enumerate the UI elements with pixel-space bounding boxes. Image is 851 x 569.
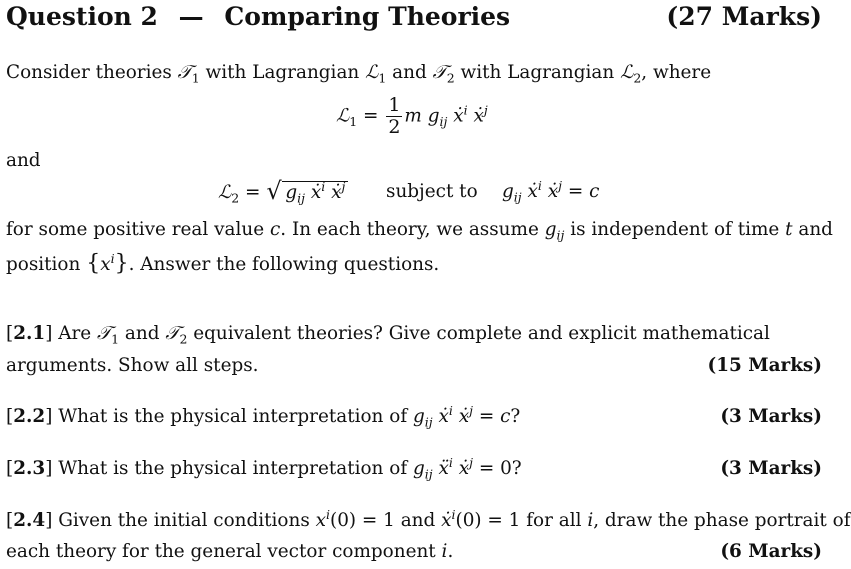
velocity-symbol: ẋ — [473, 105, 484, 127]
part-label: 2.4 — [13, 510, 46, 531]
initial-condition: (0) = 1 — [330, 510, 395, 531]
superscript: j — [558, 177, 563, 193]
part-text: and — [394, 510, 442, 531]
theory-symbol: 𝒯 — [177, 62, 192, 83]
superscript: j — [483, 102, 488, 118]
velocity-symbol: ẋ — [458, 458, 470, 479]
assumption-text: . In each theory, we assume — [280, 219, 545, 240]
part-2-2-marks: (3 Marks) — [720, 406, 822, 427]
acceleration-symbol: ẍ — [438, 458, 449, 479]
square-root — [266, 177, 348, 206]
subscript: ij — [424, 414, 433, 430]
left-brace: { — [86, 251, 101, 276]
theory-symbol: 𝒯 — [432, 62, 447, 83]
part-text: equivalent theories? Give complete and explicit mathematical — [187, 323, 770, 344]
fraction-denominator: 2 — [388, 116, 401, 138]
part-2-2: [2.2] What is the physical interpretation of $g_{ij}$ ẋ$^i$ ẋ$^j$ = c? — [6, 402, 521, 430]
question-total-marks: (27 Marks) — [666, 2, 822, 31]
position-symbol: x — [100, 254, 111, 275]
part-2-1-line-2: arguments. Show all steps. — [6, 355, 259, 376]
superscript: i — [463, 102, 468, 118]
title-dash: — — [178, 2, 204, 31]
part-text: , draw the phase portrait of — [593, 510, 851, 531]
theory-symbol: 𝒯 — [165, 323, 180, 344]
lagrangian-symbol: ℒ — [336, 105, 350, 127]
part-text: What is the physical interpretation of — [52, 406, 413, 427]
equation-lagrangian-1 — [336, 96, 488, 137]
subscript: ij — [297, 190, 305, 206]
part-2-3-marks: (3 Marks) — [720, 458, 822, 479]
subject-to-text: subject to — [386, 181, 478, 202]
subscript: 1 — [111, 331, 120, 347]
part-label: 2.3 — [13, 458, 46, 479]
fraction-numerator: 1 — [388, 94, 401, 116]
mass-metric: m g — [404, 105, 440, 127]
part-text: each theory for the general vector component — [6, 541, 442, 562]
question-title: Comparing Theories — [224, 2, 511, 31]
superscript: i — [451, 506, 456, 522]
part-text: and — [119, 323, 166, 344]
superscript: i — [326, 506, 331, 522]
assumption-text: for some positive real value — [6, 219, 270, 240]
velocity-symbol: ẋ — [458, 406, 470, 427]
superscript: i — [537, 177, 542, 193]
velocity-symbol: ẋ — [331, 182, 342, 203]
superscript: i — [321, 178, 326, 194]
intro-text: Consider theories — [6, 62, 178, 83]
subscript: 1 — [349, 114, 358, 130]
part-text: ? — [511, 458, 522, 479]
part-text: What is the physical interpretation of — [52, 458, 413, 479]
subscript: 2 — [446, 70, 455, 86]
part-label: 2.1 — [13, 323, 46, 344]
subscript: ij — [424, 466, 433, 482]
equals-c: = c — [472, 406, 511, 427]
part-2-1-marks: (15 Marks) — [707, 355, 822, 376]
metric-symbol: g — [544, 219, 557, 240]
radicand — [282, 178, 348, 206]
part-label: 2.2 — [13, 406, 46, 427]
part-text: Are — [52, 323, 98, 344]
part-2-4-line-2 — [6, 541, 453, 562]
subscript: ij — [556, 227, 565, 243]
assumption-text: . Answer the following questions. — [128, 254, 440, 275]
superscript: i — [110, 250, 115, 266]
assumption-text: and — [792, 219, 833, 240]
superscript: i — [448, 402, 453, 418]
equals-sign: = — [239, 182, 267, 203]
intro-text: , where — [641, 62, 712, 83]
position-symbol: x — [315, 510, 327, 531]
radical-sign: √ — [266, 177, 282, 205]
part-2-1-line-1: [2.1] Are 𝒯$_1$ and 𝒯$_2$ equivalent theories? Give complete and explicit mathematical — [6, 323, 770, 347]
equals-zero: = 0 — [472, 458, 512, 479]
time-symbol: t — [785, 219, 793, 240]
part-text: Given the initial conditions — [52, 510, 316, 531]
part-text: for all — [520, 510, 588, 531]
question-number: Question 2 — [6, 2, 158, 31]
assumption-text: is independent of time — [564, 219, 786, 240]
velocity-symbol: ẋ — [527, 181, 538, 202]
part-2-4-marks: (6 Marks) — [720, 541, 822, 562]
part-2-4-line-1: [2.4] Given the initial conditions $x^i(0) = 1$ and ẋ$^i$(0) = 1 for all i, draw the phase portrait of — [6, 506, 851, 531]
constraint-equation — [502, 177, 600, 205]
index-symbol: i — [441, 541, 448, 562]
question-heading — [6, 2, 510, 31]
superscript: j — [341, 178, 346, 194]
lagrangian-symbol: ℒ — [218, 182, 232, 203]
equation-lagrangian-2 — [218, 177, 348, 206]
superscript: i — [448, 454, 453, 470]
subscript: ij — [513, 189, 522, 205]
metric-symbol: g — [412, 458, 425, 479]
superscript: j — [469, 402, 473, 418]
assumption-line-2 — [6, 251, 439, 276]
velocity-symbol: ẋ — [310, 182, 322, 203]
part-text: ? — [510, 406, 521, 427]
metric-symbol: g — [502, 181, 514, 202]
velocity-symbol: ẋ — [547, 181, 559, 202]
velocity-symbol: ẋ — [441, 510, 452, 531]
intro-text: with Lagrangian — [199, 62, 366, 83]
theory-symbol: 𝒯 — [97, 323, 112, 344]
subscript: ij — [439, 114, 448, 130]
subscript: 2 — [633, 70, 642, 86]
part-2-3: [2.3] What is the physical interpretation of $g_{ij}$ ẍ$^i$ ẋ$^j$ = 0? — [6, 454, 522, 482]
equals-c: = c — [562, 181, 600, 202]
and-text: and — [6, 150, 41, 171]
velocity-symbol: ẋ — [453, 105, 464, 127]
lagrangian-symbol: ℒ — [620, 62, 634, 83]
assumption-line-1 — [6, 219, 833, 243]
initial-condition: (0) = 1 — [455, 510, 521, 531]
metric-symbol: g — [412, 406, 425, 427]
fraction-one-half — [386, 96, 402, 137]
equals-sign: = — [357, 105, 385, 127]
part-text: . — [447, 541, 454, 562]
intro-text: and — [386, 62, 433, 83]
constant-c: c — [269, 219, 281, 240]
metric-symbol: g — [285, 182, 298, 203]
subscript: 2 — [231, 190, 240, 206]
lagrangian-symbol: ℒ — [365, 62, 379, 83]
intro-text: with Lagrangian — [454, 62, 621, 83]
index-symbol: i — [587, 510, 594, 531]
assumption-text: position — [6, 254, 87, 275]
velocity-symbol: ẋ — [438, 406, 449, 427]
subscript: 1 — [191, 70, 200, 86]
subscript: 2 — [179, 331, 188, 347]
subscript: 1 — [378, 70, 387, 86]
intro-line-1 — [6, 62, 712, 86]
superscript: j — [469, 454, 473, 470]
right-brace: } — [114, 251, 129, 276]
